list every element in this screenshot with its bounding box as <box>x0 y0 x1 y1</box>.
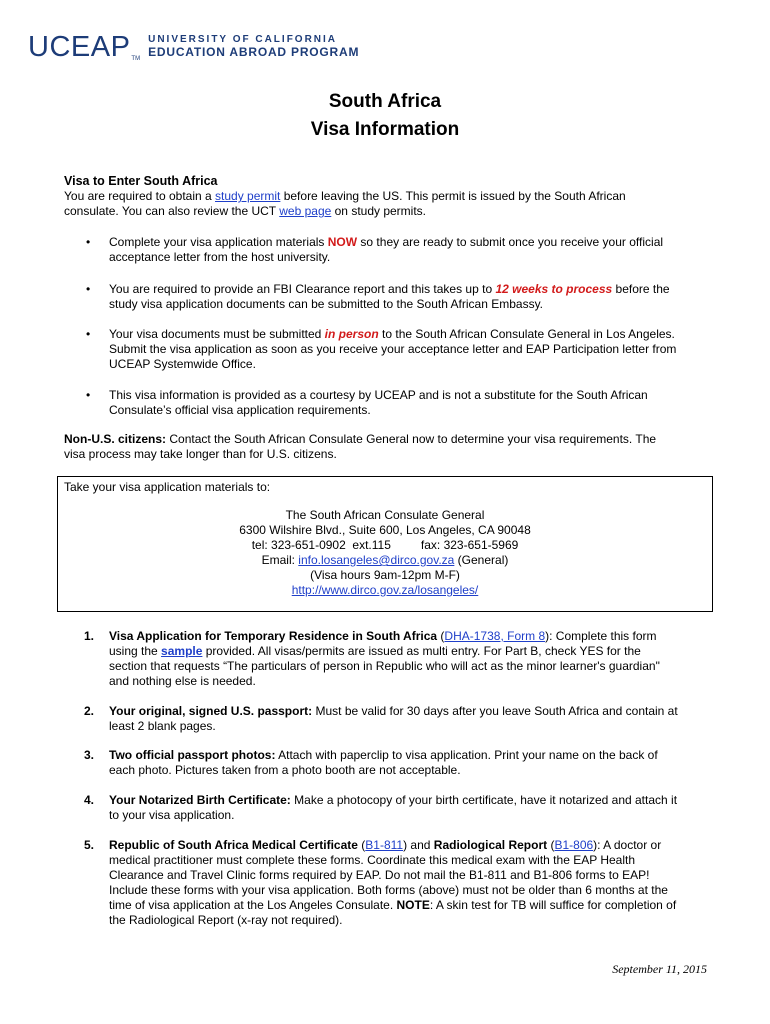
study-permit-link[interactable]: study permit <box>215 189 281 203</box>
item-text: : A skin test for TB will suffice for completion of <box>429 898 677 912</box>
uceap-logo <box>28 30 359 64</box>
bullet-text: You are required to provide an FBI Clearance report and this takes up to <box>109 282 496 296</box>
item-text: Must be valid for 30 days after you leave South Africa and contain at <box>312 704 678 718</box>
bullet-text: before the <box>612 282 670 296</box>
list-item <box>109 748 658 778</box>
item-text: each photo. Pictures taken from a photo booth are not acceptable. <box>109 763 461 777</box>
bullet-icon: • <box>86 235 91 249</box>
intro-text: before leaving the US. This permit is issued by the South African <box>280 189 626 203</box>
b1-806-link[interactable]: B1-806 <box>554 838 594 852</box>
bullet-emphasis: 12 weeks to process <box>495 282 613 296</box>
bullet-text: to the South African Consulate General in Los Angeles. <box>378 327 675 341</box>
bullet-text: acceptance letter from the host university. <box>109 250 331 264</box>
item-title: Radiological Report <box>433 838 548 852</box>
item-title: Republic of South Africa Medical Certificate <box>109 838 358 852</box>
bullet-text: This visa information is provided as a courtesy by UCEAP and is not a substitute for the South African <box>109 388 648 402</box>
note-label: NOTE <box>396 898 430 912</box>
intro-line1 <box>64 189 626 204</box>
bullet-text: so they are ready to submit once you receive your official <box>357 235 664 249</box>
email-label: Email: <box>261 553 299 567</box>
item-text: ( <box>437 629 445 643</box>
non-us-text: visa process may take longer than for U.S. citizens. <box>64 447 337 461</box>
item-text: and nothing else is needed. <box>109 674 256 688</box>
bullet-icon: • <box>86 388 91 402</box>
item-title: Your original, signed U.S. passport: <box>109 704 313 718</box>
list-item <box>109 629 660 689</box>
visa-hours: (Visa hours 9am-12pm M-F) <box>310 568 460 582</box>
email-suffix: (General) <box>454 553 509 567</box>
item-text: Attach with paperclip to visa application. Print your name on the back of <box>275 748 658 762</box>
sample-link[interactable]: sample <box>161 644 203 658</box>
bullet-text: Your visa documents must be submitted <box>109 327 325 341</box>
item-text: least 2 blank pages. <box>109 719 216 733</box>
item-title: Your Notarized Birth Certificate: <box>109 793 291 807</box>
non-us-label: Non-U.S. citizens: <box>64 432 167 446</box>
logo-line1: UNIVERSITY OF CALIFORNIA <box>148 34 338 46</box>
item-text: ): A doctor or <box>593 838 662 852</box>
item-text: the Radiological Report (x-ray not required). <box>109 913 343 927</box>
web-page-link[interactable]: web page <box>279 204 332 218</box>
footer-date: September 11, 2015 <box>612 962 707 976</box>
list-item <box>109 838 676 928</box>
bullet-icon: • <box>86 282 91 296</box>
bullet-emphasis: in person <box>324 327 379 341</box>
consulate-url-line <box>57 583 713 598</box>
page-title: South Africa <box>328 91 442 112</box>
item-title: Visa Application for Temporary Residence in South Africa <box>109 629 438 643</box>
consulate-address: 6300 Wilshire Blvd., Suite 600, Los Angeles, CA 90048 <box>239 523 531 537</box>
bullet-text: Complete your visa application materials <box>109 235 328 249</box>
item-text: to your visa application. <box>109 808 235 822</box>
bullet-emphasis: NOW <box>327 235 358 249</box>
item-text: Make a photocopy of your birth certificate, have it notarized and attach it <box>290 793 678 807</box>
intro-line2 <box>64 204 426 219</box>
item-number: 5. <box>84 838 95 852</box>
bullet-item <box>109 235 663 265</box>
consulate-url-link[interactable]: http://www.dirco.gov.za/losangeles/ <box>291 583 479 597</box>
page-subtitle: Visa Information <box>310 119 460 140</box>
bullet-item <box>109 327 676 372</box>
item-text: ( <box>357 838 366 852</box>
item-text: Include these forms with your visa application. Both forms (above) must not be older than 6 months at the <box>109 883 668 897</box>
list-item <box>109 704 678 734</box>
consulate-phone: tel: 323-651-0902 ext.115 fax: 323-651-5969 <box>251 538 519 552</box>
list-item <box>109 793 677 823</box>
item-title: Two official passport photos: <box>109 748 276 762</box>
item-number: 2. <box>84 704 95 718</box>
item-text: medical practitioner must complete these forms. Coordinate this medical exam with the EAP Health <box>109 853 636 867</box>
item-text: ): Complete this form <box>545 629 657 643</box>
consulate-email-line <box>57 553 713 568</box>
item-text: ( <box>547 838 555 852</box>
item-text: Clearance and Travel Clinic forms required by EAP. Do not mail the B1-811 and B1-806 forms to EAP! <box>109 868 650 882</box>
item-number: 4. <box>84 793 95 807</box>
item-text: section that requests “The particulars of person in Republic who will act as the minor learner's guardian" <box>109 659 660 673</box>
item-number: 3. <box>84 748 95 762</box>
bullet-text: Consulate’s official visa application requirements. <box>109 403 371 417</box>
bullet-text: UCEAP Systemwide Office. <box>109 357 256 371</box>
item-text: time of visa application at the Los Angeles Consulate. <box>109 898 397 912</box>
non-us-text: Contact the South African Consulate General now to determine your visa requirements. The <box>166 432 657 446</box>
intro-text: You are required to obtain a <box>64 189 216 203</box>
logo-trademark: TM <box>131 56 141 62</box>
bullet-text: study visa application documents can be submitted to the South African Embassy. <box>109 297 544 311</box>
consulate-email-link[interactable]: info.losangeles@dirco.gov.za <box>298 553 455 567</box>
intro-text: consulate. You can also review the UCT <box>64 204 280 218</box>
item-number: 1. <box>84 629 95 643</box>
bullet-item <box>109 282 670 312</box>
item-text: using the <box>109 644 162 658</box>
bullet-text: Submit the visa application as soon as you receive your acceptance letter and EAP Participation letter from <box>109 342 677 356</box>
item-text: ) and <box>403 838 434 852</box>
box-intro: Take your visa application materials to: <box>64 480 271 494</box>
logo-wordmark: UCEAP <box>28 30 131 63</box>
logo-subtitle <box>148 35 359 58</box>
non-us-note <box>64 432 656 462</box>
b1-811-link[interactable]: B1-811 <box>365 838 404 852</box>
bullet-item <box>109 388 648 418</box>
intro-text: on study permits. <box>331 204 427 218</box>
logo-line2: EDUCATION ABROAD PROGRAM <box>148 44 360 59</box>
item-text: provided. All visas/permits are issued as multi entry. For Part B, check YES for the <box>202 644 641 658</box>
dha-1738-link[interactable]: DHA-1738, Form 8 <box>444 629 546 643</box>
section-heading: Visa to Enter South Africa <box>64 174 218 188</box>
bullet-icon: • <box>86 327 91 341</box>
consulate-name: The South African Consulate General <box>285 508 485 522</box>
